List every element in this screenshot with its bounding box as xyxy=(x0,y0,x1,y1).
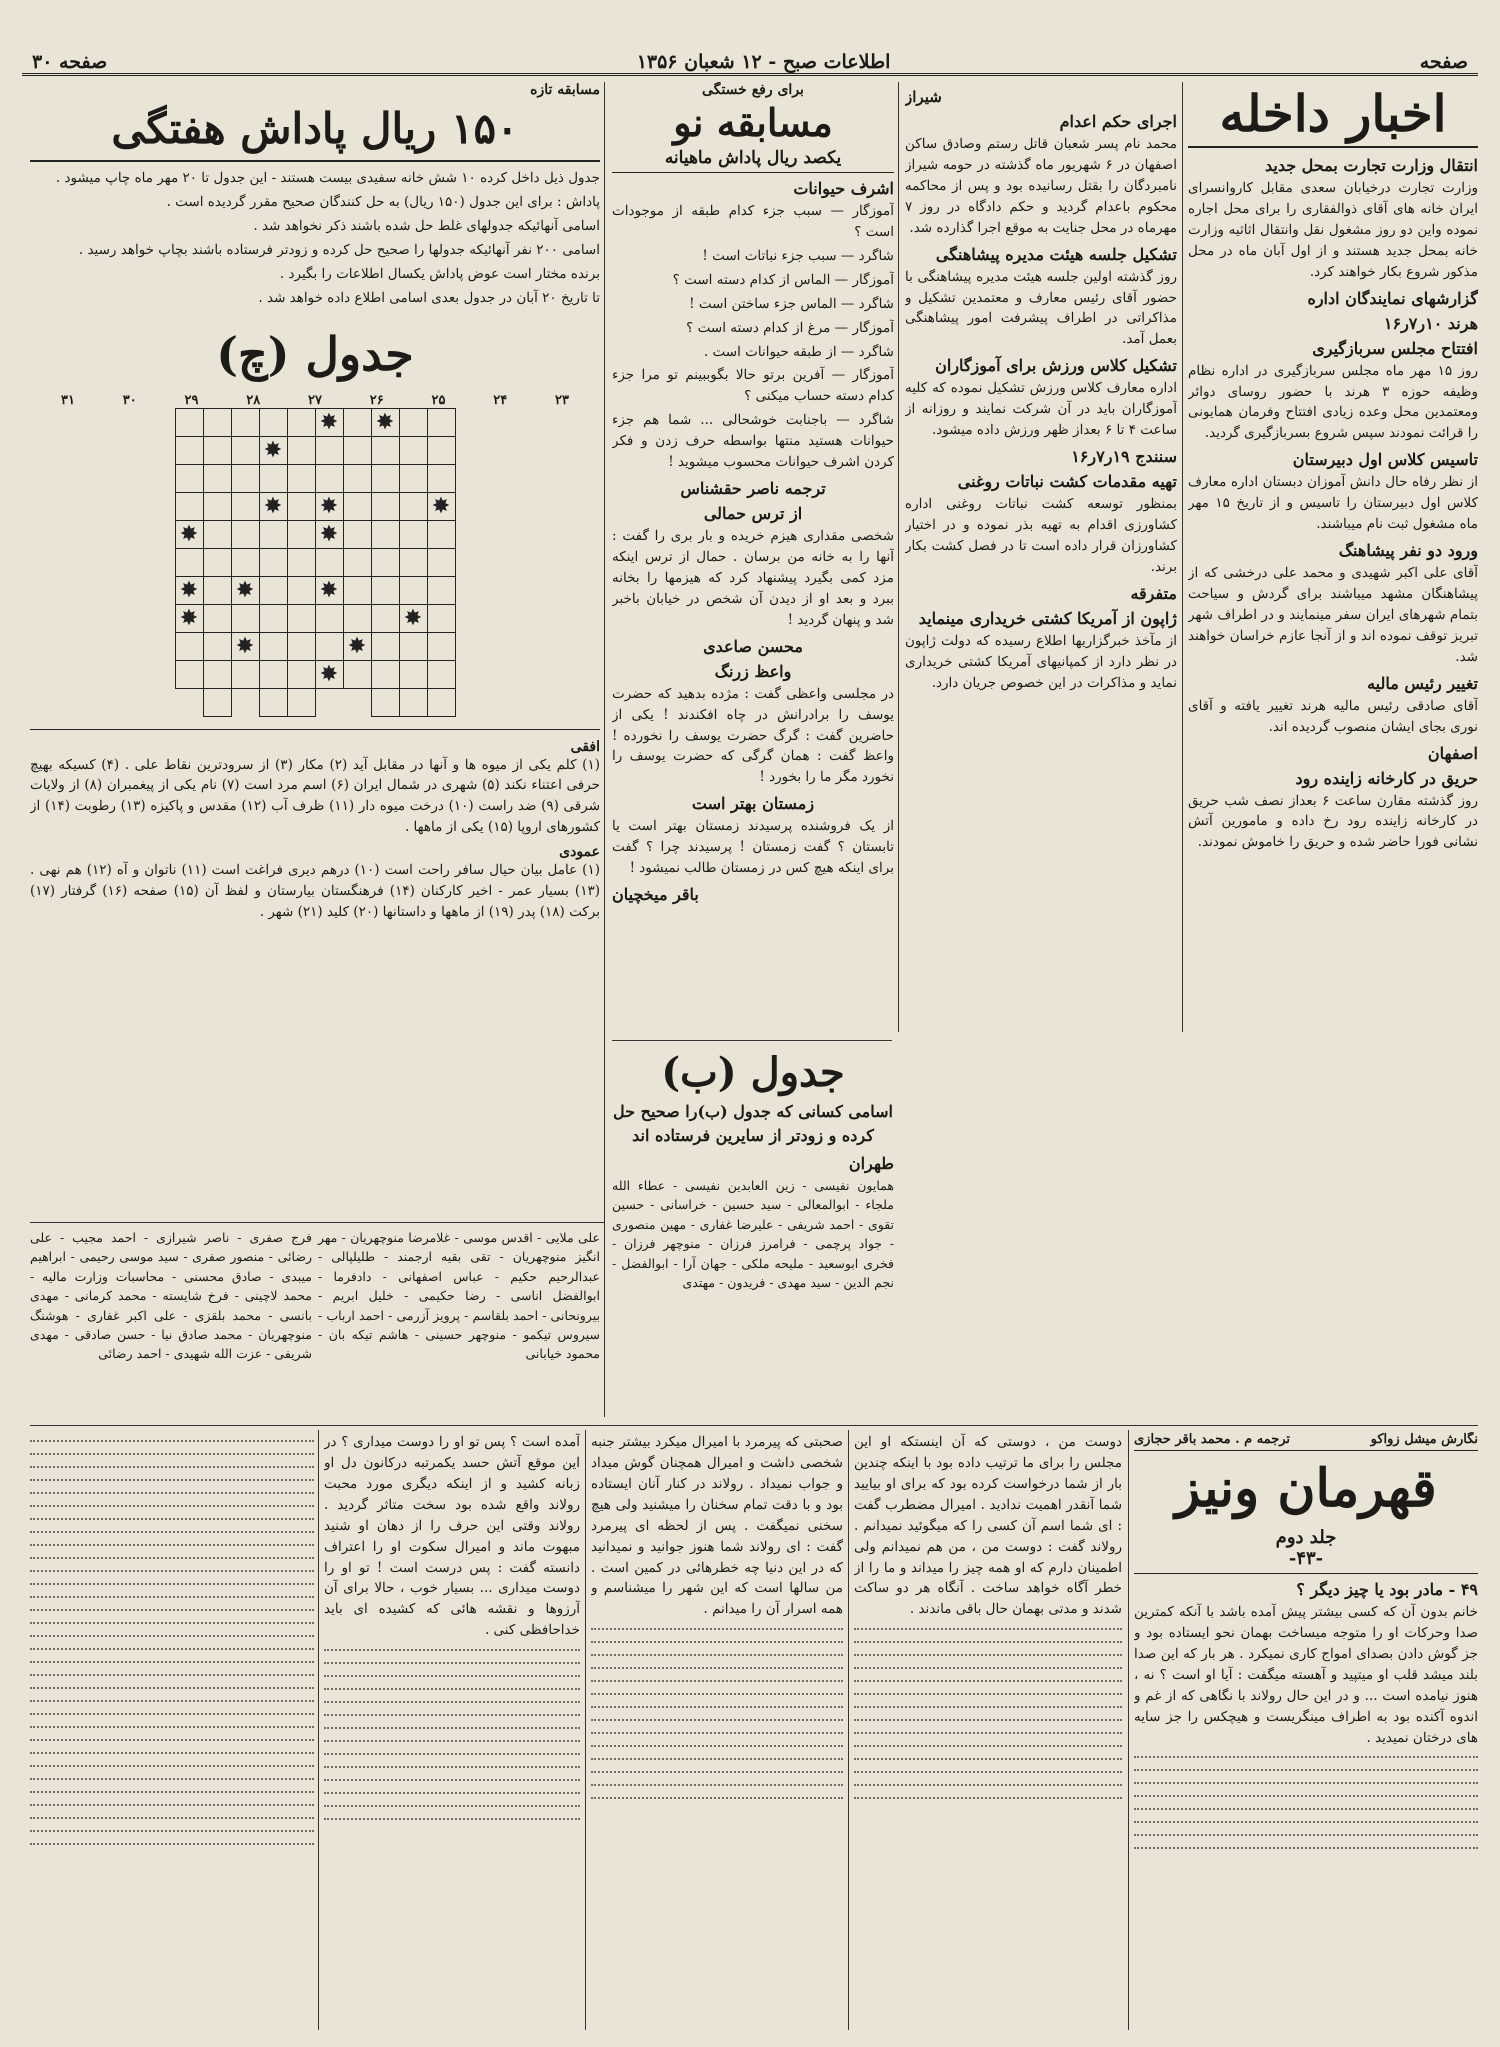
grid-cell[interactable] xyxy=(399,492,427,520)
blocked-cell: ✸ xyxy=(315,520,343,548)
serial-column xyxy=(591,1432,843,2030)
empty-space xyxy=(343,688,371,716)
section-heading: تشکیل کلاس ورزش برای آموزگاران xyxy=(935,356,1177,376)
section-heading: گزارشهای نمایندگان اداره xyxy=(1307,288,1478,308)
prize-rule: تا تاریخ ۲۰ آبان در جدول بعدی اسامی اطلاع داده خواهد شد . xyxy=(258,289,600,306)
column-number: ۲۵ xyxy=(431,392,446,408)
joke-text: از یک فروشنده پرسیدند زمستان بهتر است یا تابستان ؟ گفت زمستان ! پرسیدند چرا ؟ گفت برای اینکه هیچ کس در زمستان طالب نمیشود ! xyxy=(612,818,894,877)
grid-cell[interactable] xyxy=(231,520,259,548)
grid-cell[interactable] xyxy=(287,436,315,464)
page-label: صفحه xyxy=(1419,51,1468,73)
grid-cell[interactable] xyxy=(203,520,231,548)
section-heading: ورود دو نفر پیشاهنگ xyxy=(1338,541,1478,561)
serial-part: -۴۳- xyxy=(1134,1548,1478,1574)
section-text: روز ۱۵ مهر ماه مجلس سربازگیری در اداره نظام وظیفه حوزه ۳ هرند با حضور روسای دوائر ومعتمدین محل وعده زیادی افتتاح وفرمان همایونی را قرائت نمودند سپس شروع بسربازگیری گردید. xyxy=(1188,362,1478,442)
crossword-grid xyxy=(55,393,575,717)
grid-row xyxy=(175,464,455,492)
grid-cell[interactable] xyxy=(399,576,427,604)
grid-cell[interactable] xyxy=(371,436,399,464)
grid-cell[interactable] xyxy=(427,520,455,548)
author-credit: باقر میخچیان xyxy=(612,885,699,905)
serial-text: صحبتی که پیرمرد با امیرال میکرد بیشتر جنبه شخصی داشت و امیرال همچنان گوش میداد و جواب نمیداد . رولاند در کنار آنان ایستاده بود و با دقت تمام سخنان را میشنید ولی هیچ سخنی نمیگفت . پس از لحظه ای پیرمرد گفت : ای رولاند شما هنوز جوانید و نمیدانید که در این دنیا چه خطرهائی در کمین است . من سالها است که این شهر را میشناسم و همه اسرار آن را میدانم . xyxy=(591,1434,843,1618)
serial-translator: ترجمه م . محمد باقر حجازی xyxy=(1134,1432,1291,1447)
serial-column xyxy=(854,1432,1122,2030)
table-b-city: طهران xyxy=(848,1154,894,1173)
grid-cell[interactable] xyxy=(175,464,203,492)
contest-title: مسابقه نو xyxy=(673,100,833,145)
serial-text: خانم بدون آن که کسی بیشتر پیش آمده باشد با آنکه کمترین صدا وحرکات او را متوجه میساخت بهمان نحو ایستاده بود و جز گوش دادن بصدای امواج کاری نمیکرد . هر بار که این صدا بلند میشد قلب او میتپید و آهسته میگفت : آیا او است ؟ نه ، هنوز نیامده است ... و در این حال رولاند با نگاهی که از غم و اندوه آکنده بود به اطراف مینگریست و هیچکس را جز سایه های درختان نمیدید . xyxy=(1134,1604,1478,1746)
table-b-box xyxy=(612,1046,894,1420)
domestic-news-column xyxy=(1188,82,1478,1027)
grid-cell[interactable] xyxy=(315,604,343,632)
section-rule xyxy=(30,1222,604,1223)
grid-cell[interactable] xyxy=(427,576,455,604)
contest-kicker: برای رفع خستگی xyxy=(702,82,804,98)
grid-row xyxy=(175,520,455,548)
grid-cell[interactable] xyxy=(399,632,427,660)
section-heading: هرند ۱۰ر۷ر۱۶ xyxy=(1383,313,1478,333)
prize-rules xyxy=(30,192,600,309)
serial-column xyxy=(324,1432,580,2030)
grid-cell[interactable] xyxy=(175,436,203,464)
translator-credit: ترجمه ناصر حقشناس xyxy=(680,479,826,499)
column-number: ۳۰ xyxy=(122,392,137,408)
section-heading: افتتاح مجلس سربازگیری xyxy=(1312,338,1478,358)
column-rule xyxy=(1182,82,1183,1032)
blocked-cell: ✸ xyxy=(231,576,259,604)
grid-cell[interactable] xyxy=(427,604,455,632)
column-number: ۲۷ xyxy=(308,392,322,408)
column-number: ۲۴ xyxy=(493,392,508,408)
masthead xyxy=(22,52,1478,76)
section-text: محمد نام پسر شعبان قاتل رستم وصادق ساکن اصفهان در ۶ شهریور ماه گذشته در حومه شیراز نامبردگان را بقتل رسانیده بود و پس از محاکمه محکوم باعدام گردید و حکم دادگاه در روز ۷ مهرماه در محل جنایت به موقع اجرا گذارده شد. xyxy=(905,136,1177,236)
blocked-cell: ✸ xyxy=(259,436,287,464)
grid-row xyxy=(175,632,455,660)
grid-cell[interactable] xyxy=(399,408,427,436)
grid-cell[interactable] xyxy=(287,548,315,576)
grid-cell[interactable] xyxy=(343,660,371,688)
column-number: ۲۶ xyxy=(369,392,384,408)
serial-text: دوست من ، دوستی که آن اینستکه او این مجلس را برای ما ترتیب داده بود با اینکه چندین بار از شما درخواست کرده بود که برای او بیایید شما آنقدر اهمیت ندادید . امیرال مضطرب گفت : ای شما اسم آن کسی را که میگوئید نمیدانم . رولاند گفت : دوست من ، من هم نمیدانم ولی اطمینان دارم که او همه چیز را میداند و ما را از خطر آگاه خواهد ساخت . آنگاه هر دو ساکت شدند و مدتی بهمان حال باقی ماندند . xyxy=(854,1434,1122,1618)
grid-row xyxy=(175,604,455,632)
column-rule xyxy=(848,1430,849,2030)
section-rule xyxy=(612,1040,892,1041)
blocked-cell: ✸ xyxy=(175,576,203,604)
grid-cell[interactable] xyxy=(203,576,231,604)
grid-cell[interactable] xyxy=(231,492,259,520)
issue-line: اطلاعات صبح - ۱۲ شعبان ۱۳۵۶ xyxy=(636,51,891,73)
grid-cell[interactable] xyxy=(343,464,371,492)
grid-cell[interactable] xyxy=(231,548,259,576)
prize-intro: جدول ذیل داخل کرده ۱۰ شش خانه سفیدی بیست هستند - این جدول تا ۲۰ مهر ماه چاپ میشود . xyxy=(55,170,600,186)
grid-row xyxy=(175,408,455,436)
grid-cell[interactable] xyxy=(343,548,371,576)
column-rule xyxy=(1128,1430,1129,2030)
section-heading: اصفهان xyxy=(1427,743,1478,763)
blocked-cell: ✸ xyxy=(399,604,427,632)
grid-cell[interactable] xyxy=(427,660,455,688)
section-heading: تهیه مقدمات کشت نباتات روغنی xyxy=(957,472,1177,492)
blocked-cell: ✸ xyxy=(315,492,343,520)
grid-cell[interactable] xyxy=(427,408,455,436)
prize-rule: برنده مختار است عوض پاداش یکسال اطلاعات را بگیرد . xyxy=(279,265,600,282)
table-b-title: جدول (ب) xyxy=(661,1049,845,1096)
grid-cell[interactable] xyxy=(399,548,427,576)
grid-cell[interactable] xyxy=(259,688,287,716)
table-b-subtitle: اسامی کسانی که جدول (ب)را صحیح حل کرده و زودتر از سایرین فرستاده اند xyxy=(613,1102,893,1145)
blocked-cell: ✸ xyxy=(315,660,343,688)
clues-block xyxy=(30,729,600,923)
grid-cell[interactable] xyxy=(343,436,371,464)
page-number: صفحه ۳۰ xyxy=(32,51,108,73)
grid-row xyxy=(175,548,455,576)
empty-space xyxy=(175,688,203,716)
grid-cell[interactable] xyxy=(371,492,399,520)
serial-title: قهرمان ونیز xyxy=(1175,1458,1437,1519)
grid-cell[interactable] xyxy=(315,436,343,464)
section-text: اداره معارف کلاس ورزش تشکیل نموده که کلیه آموزگاران باید در آن شرکت نمایند و روزانه از ساعت ۴ تا ۶ بعداز ظهر ورزش داده میشود. xyxy=(905,380,1177,439)
blocked-cell: ✸ xyxy=(315,408,343,436)
grid-cell[interactable] xyxy=(231,408,259,436)
column-number: ۳۱ xyxy=(61,392,75,408)
grid-cell[interactable] xyxy=(259,576,287,604)
column-number: ۲۸ xyxy=(246,392,261,408)
grid-cell[interactable] xyxy=(203,660,231,688)
grid-cell[interactable] xyxy=(287,492,315,520)
grid-cell[interactable] xyxy=(399,660,427,688)
grid-cell[interactable] xyxy=(427,688,455,716)
grid-cell[interactable] xyxy=(259,520,287,548)
contest-subtitle: یکصد ریال پاداش ماهیانه xyxy=(612,148,894,173)
shiraz-column xyxy=(905,82,1177,1027)
domestic-sections xyxy=(1188,156,1478,853)
grid-cell[interactable] xyxy=(175,408,203,436)
dialogue-line: شاگرد — از طبقه حیوانات است . xyxy=(703,343,894,360)
grid-cell[interactable] xyxy=(231,660,259,688)
prize-rule: اسامی آنهائیکه جدولهای غلط حل شده باشند ذکر نخواهد شد . xyxy=(253,217,600,234)
grid-row xyxy=(175,576,455,604)
grid-cell[interactable] xyxy=(427,464,455,492)
joke-heading: اشرف حیوانات xyxy=(793,179,894,198)
grid-cell[interactable] xyxy=(259,408,287,436)
serial-volume: جلد دوم xyxy=(1275,1527,1337,1548)
section-heading: تاسیس کلاس اول دبیرستان xyxy=(1292,450,1478,470)
section-rule xyxy=(30,1425,1478,1426)
dialogue-line: شاگرد — الماس جزء ساختن است ! xyxy=(689,295,894,312)
grid-cell[interactable] xyxy=(315,464,343,492)
shiraz-sections xyxy=(905,112,1177,694)
clue-label: عمودی xyxy=(559,844,600,861)
serial-story-header xyxy=(1134,1432,1478,2030)
grid-row xyxy=(175,660,455,688)
grid-cell[interactable] xyxy=(287,660,315,688)
section-text: وزارت تجارت درخیابان سعدی مقابل کاروانسرای ایران خانه های آقای ذوالفقاری را برای محل اجاره نموده واین دو روز مشغول نقل وانتقال اثاثیه وزارت خانه بمحل جدید هستند و از اول آبان ماه در محل مذکور شروع بکار خواهند کرد. xyxy=(1188,180,1478,280)
grid-cell[interactable] xyxy=(427,436,455,464)
section-heading: انتقال وزارت تجارت بمحل جدید xyxy=(1264,156,1478,175)
grid-cell[interactable] xyxy=(399,520,427,548)
serial-source: نگارش میشل زواکو xyxy=(1370,1432,1478,1447)
section-heading: سنندج ۱۹ر۷ر۱۶ xyxy=(1071,447,1177,467)
grid-row xyxy=(175,436,455,464)
joke-text: در مجلسی واعظی گفت : مژده بدهید که حضرت یوسف را برادرانش در چاه افکندند ! یکی از حاضرین گفت : گرگ حضرت یوسف را نخورده ! واعظ گفت : همان گرگی که حضرت یوسف را نخورد مگر ما را بخورد ! xyxy=(612,685,894,786)
city-dateline: شیراز xyxy=(905,88,942,106)
grid-cell[interactable] xyxy=(175,660,203,688)
section-text: آقای صادقی رئیس مالیه هرند تغییر یافته و آقای نوری بجای ایشان منصوب گردیده اند. xyxy=(1188,697,1478,735)
section-heading: تشکیل جلسه هیئت مدیره پیشاهنگی xyxy=(935,244,1177,264)
section-text: از مآخذ خبرگزاریها اطلاع رسیده که دولت ژاپون در نظر دارد از کمپانیهای آمریکا کشتی خریداری نماید و مذاکرات در این خصوص جریان دارد. xyxy=(905,632,1177,691)
grid-cell[interactable] xyxy=(343,408,371,436)
grid-row xyxy=(175,492,455,520)
dialogue-line: شاگرد — باجنابت خوشحالی ... شما هم جزء حیوانات هستید منتها بواسطه حرف زدن و فکر کردن اشرف حیوانات محسوب میشوید ! xyxy=(612,412,894,471)
section-heading: اجرای حکم اعدام xyxy=(1059,112,1177,131)
prize-puzzle-column xyxy=(30,82,600,1217)
grid-cell[interactable] xyxy=(259,464,287,492)
prize-rule: پاداش : برای این جدول (۱۵۰ ریال) به حل کنندگان صحیح مقرر گردیده است . xyxy=(166,193,600,210)
serial-chapter: ۴۹ - مادر بود یا چیز دیگر ؟ xyxy=(1296,1580,1478,1599)
grid-cell[interactable] xyxy=(371,520,399,548)
grid-cell[interactable] xyxy=(203,688,231,716)
grid-cell[interactable] xyxy=(203,408,231,436)
prize-title: ۱۵۰ ریال پاداش هفتگی xyxy=(30,98,600,162)
grid-cell[interactable] xyxy=(343,576,371,604)
grid-cell[interactable] xyxy=(371,548,399,576)
grid-cell[interactable] xyxy=(371,660,399,688)
grid-cell[interactable] xyxy=(399,464,427,492)
clue-label: افقی xyxy=(570,738,600,755)
grid-cell[interactable] xyxy=(287,464,315,492)
section-heading: متفرقه xyxy=(1130,583,1177,603)
dialogue-line: آموزگار — سبب جزء کدام طبقه از موجودات است ؟ xyxy=(612,203,894,240)
grid-cell[interactable] xyxy=(399,688,427,716)
section-text: روز گذشته اولین جلسه هیئت مدیره پیشاهنگی با حضور آقای رئیس معارف و معتمدین تشکیل و مذاکراتی در اطراف پیشرفت امور پیشاهنگی بعمل آمد. xyxy=(905,268,1177,348)
grid-cell[interactable] xyxy=(259,604,287,632)
grid-cell[interactable] xyxy=(175,548,203,576)
column-number: ۲۹ xyxy=(184,392,199,408)
winners-names xyxy=(30,1228,600,1420)
dialogue-line: آموزگار — آفرین برتو حالا بگوببینم تو مرا جزء کدام دسته حساب میکنی ؟ xyxy=(612,367,894,405)
blocked-cell: ✸ xyxy=(371,408,399,436)
section-text: روز گذشته مقارن ساعت ۶ بعداز نصف شب حریق در کارخانه زاینده رود رخ داده و مامورین آتش نشانی فورا حاضر شده و حریق را خاموش نمودند. xyxy=(1188,792,1478,851)
winners-list: فرج صفری - ناصر شیرازی - احمد مجیب - علی رضائی - منصور صفری - سید موسی رحیمی - ابراهیم میبدی - صادق محسنی - محاسبات وزارت مالیه - محمد لاچینی - فرخ شایسته - محمد کرمانی - مهدی بانسی - محمد بلقزی - علی اکبر غفاری - هوشنگ منوچهریان - محمد صادق نیا - حسن صادقی - مهدی شریفی - عزت الله شهیدی - احمد رضائی xyxy=(30,1230,312,1362)
dialogue-line: آموزگار — مرغ از کدام دسته است ؟ xyxy=(686,319,894,336)
grid-cell[interactable] xyxy=(231,464,259,492)
blocked-cell: ✸ xyxy=(175,604,203,632)
joke-heading: زمستان بهتر است xyxy=(691,794,815,814)
grid-cell[interactable] xyxy=(427,632,455,660)
grid-cell[interactable] xyxy=(259,660,287,688)
grid-row xyxy=(175,688,455,716)
contest-column xyxy=(612,82,894,1032)
grid-cell[interactable] xyxy=(203,436,231,464)
grid-cell[interactable] xyxy=(203,548,231,576)
text-lines xyxy=(1134,1756,1478,1852)
section-text: آقای علی اکبر شهیدی و محمد علی درخشی که از پیشاهنگان مشهد میباشند برای گردش و سیاحت بتمام شهرهای ایران سفر مینمایند و در اطراف شهر تبریز توقف نموده اند و از آنجا عازم خراسان خواهند شد. xyxy=(1188,565,1478,665)
serial-column xyxy=(30,1432,314,2030)
grid-cell[interactable] xyxy=(315,632,343,660)
blocked-cell: ✸ xyxy=(259,492,287,520)
section-heading: تغییر رئیس مالیه xyxy=(1367,673,1478,693)
puzzle-table-title: جدول (چ) xyxy=(216,326,414,381)
section-heading: حریق در کارخانه زاینده رود xyxy=(1295,768,1478,788)
column-number: ۲۳ xyxy=(555,392,569,408)
column-rule xyxy=(898,82,899,1032)
blocked-cell: ✸ xyxy=(343,632,371,660)
grid-cell[interactable] xyxy=(259,548,287,576)
dialogue-line: شاگرد — سبب جزء نباتات است ! xyxy=(702,247,894,264)
grid-cell[interactable] xyxy=(259,632,287,660)
section-text: بمنظور توسعه کشت نباتات روغنی اداره کشاورزی اقدام به تهیه بذر نموده و در اختیار کشاورزان قرار داده است تا در فصل کشت بکار برند. xyxy=(905,496,1177,575)
grid-cell[interactable] xyxy=(203,492,231,520)
grid-cell[interactable] xyxy=(343,492,371,520)
grid-cell[interactable] xyxy=(175,492,203,520)
grid-cell[interactable] xyxy=(231,604,259,632)
grid-cell[interactable] xyxy=(287,576,315,604)
grid-cell[interactable] xyxy=(175,632,203,660)
grid-cell[interactable] xyxy=(315,548,343,576)
empty-space xyxy=(231,688,259,716)
joke-text: شخصی مقداری هیزم خریده و بار بری را گفت : آنها را به خانه من برسان . حمال از ترس اینکه مزد کمی بگیرد پیشنهاد کرد که هیزمها را بخانه ببرد و بعد او از دیدن آن شخص در خیابان باخبر شد و پنهان گردید ! xyxy=(612,528,894,628)
blocked-cell: ✸ xyxy=(315,576,343,604)
column-rule xyxy=(318,1430,319,2030)
blocked-cell: ✸ xyxy=(175,520,203,548)
column-rule xyxy=(604,82,605,1417)
blocked-cell: ✸ xyxy=(231,632,259,660)
blocked-cell: ✸ xyxy=(427,492,455,520)
empty-space xyxy=(315,688,343,716)
grid-cell[interactable] xyxy=(371,576,399,604)
grid-cell[interactable] xyxy=(371,688,399,716)
grid-cell[interactable] xyxy=(371,464,399,492)
serial-text: آمده است ؟ پس تو او را دوست میداری ؟ در این موقع آتش حسد یکمرتبه درکانون دل او زبانه کشید و از اینکه دیگری مورد محبت رولاند واقع شده بود سخت متاثر گردید . رولاند وقتی این حرف را از دهان او شنید مبهوت ماند و امیرال سکوت او را اعتراف دانسته گفت : پس درست است ! تو او را دوست میداری ... بسیار خوب ، حالا برای آن آرزوها و نقشه هائی که کشیده ای باید خداحافظی کنی . xyxy=(324,1434,580,1639)
grid-cell[interactable] xyxy=(231,436,259,464)
domestic-news-title: اخبار داخله xyxy=(1188,82,1478,148)
column-rule xyxy=(585,1430,586,2030)
dialogue-line: آموزگار — الماس از کدام دسته است ؟ xyxy=(672,271,894,288)
prize-kicker: مسابقه تازه xyxy=(530,82,600,98)
grid-cell[interactable] xyxy=(287,604,315,632)
grid-cell[interactable] xyxy=(371,604,399,632)
grid-cell[interactable] xyxy=(343,604,371,632)
grid-cell[interactable] xyxy=(287,688,315,716)
section-text: از نظر رفاه حال دانش آموزان دبستان اداره معارف کلاس اول دبیرستان را تاسیس و از تاریخ ۱۵ مهر ماه مشغول ثبت نام میباشند. xyxy=(1188,474,1478,533)
winners-list: علی ملایی - اقدس موسی - غلامرضا منوچهریان - مهر انگیز منوچهریان - تقی بقیه ارجمند - طلیلپالی - عبدالرحیم حکیم - عباس اصفهانی - دادفرما - ابوالفضل اناسی - رضا حکیمی - خلیل ابریم - بیرونحانی - احمد بلقاسم - پرویز آزرمی - احمد ارباب - سیروس تیکمو - منوچهر حسینی - هاشم تیکه بان - محمود خیابانی xyxy=(318,1230,600,1362)
grid-cell[interactable] xyxy=(399,436,427,464)
horizontal-clues: (۱) کلم یکی از میوه ها و آنها در مقابل آید (۲) مکار (۳) از سرودترین نقاط علی . (۴) کسیکه بهیچ حرفی اعتناء نکند (۵) شهری در شمال ایران (۶) اسم مرد است (۷) نام یکی از پیغمبران (۸) از ولایات شرقی (۹) ضد راست (۱۰) درخت میوه دار (۱۱) ظرف آب (۱۲) مقدس و پاکیزه (۱۳) رطوبت (۱۴) از کشورهای اروپا (۱۵) یکی از ماهها . xyxy=(30,756,600,836)
crossword-table xyxy=(175,408,456,717)
grid-cell[interactable] xyxy=(371,632,399,660)
grid-cell[interactable] xyxy=(287,408,315,436)
dialogue xyxy=(612,201,894,473)
grid-cell[interactable] xyxy=(427,548,455,576)
grid-cell[interactable] xyxy=(287,632,315,660)
vertical-clues: (۱) عامل بیان حیال سافر راحت است (۱۰) درهم دیری فراغت است (۱۱) ناتوان و آه (۱۲) هم نهی . (۱۳) بسیار عمر - اخیر کارکنان (۱۴) فرهنگستان بیارستان و لفظ آن (۱۵) صفحه (۱۶) گرفتار (۱۷) برکت (۱۸) پدر (۱۹) از ماهها و داستانها (۲۰) کلید (۲۱) شهر . xyxy=(30,862,600,921)
winners-list: همایون نفیسی - زین العابدین نفیسی - عطاء الله ملجاء - ابوالمعالی - سید حسین - خراسانی - حسین تقوی - احمد شریفی - علیرضا غفاری - مهین منصوری - جواد پرچمی - فرامرز فرزان - منوچهر فرزان - فخری ابوسعید - ملیحه ملکی - جهان آرا - ابوالفضل - نجم الدین - سید مهدی - فریدون - مهتدی xyxy=(612,1178,894,1290)
joke-heading: واعظ زرنگ xyxy=(714,661,792,681)
author-credit: محسن صاعدی xyxy=(703,636,803,656)
joke-heading: از ترس حمالی xyxy=(703,504,803,524)
grid-cell[interactable] xyxy=(203,464,231,492)
column-numbers xyxy=(55,393,575,408)
grid-cell[interactable] xyxy=(203,604,231,632)
prize-rule: اسامی ۲۰۰ نفر آنهائیکه جدولها را صحیح حل کرده و زودتر فرستاده باشند بچاپ خواهد رسید . xyxy=(78,241,600,258)
section-heading: ژاپون از آمریکا کشتی خریداری مینماید xyxy=(918,608,1177,628)
grid-cell[interactable] xyxy=(287,520,315,548)
grid-cell[interactable] xyxy=(203,632,231,660)
grid-cell[interactable] xyxy=(343,520,371,548)
